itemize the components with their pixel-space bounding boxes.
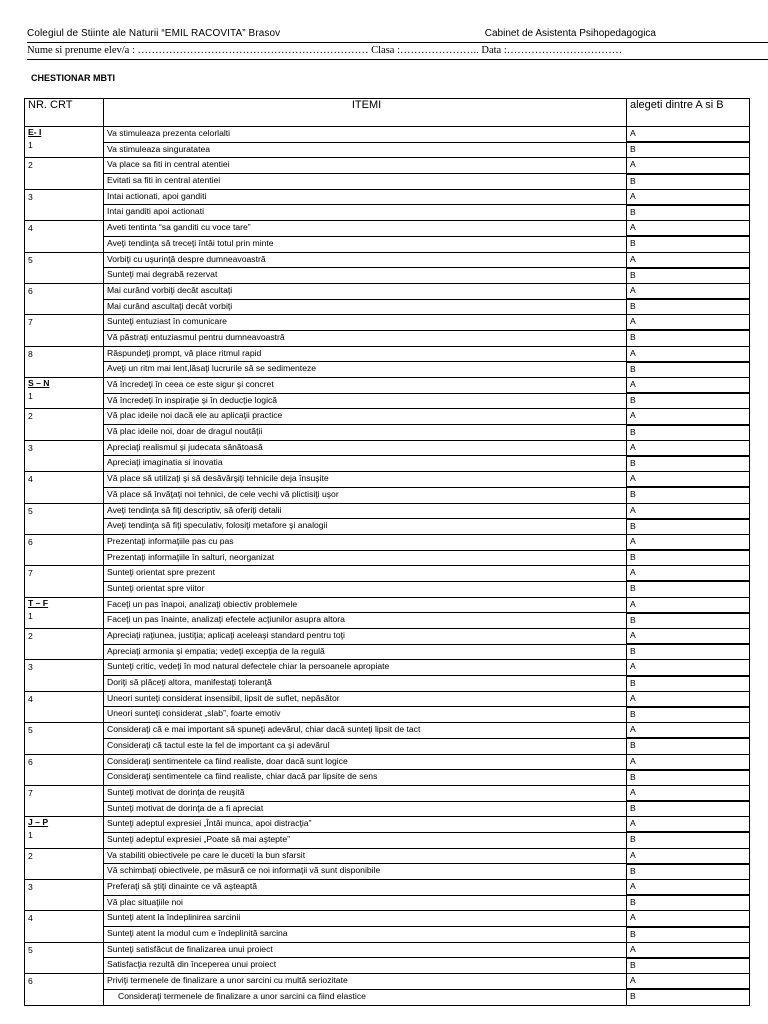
item-text-b: Doriţi să plăceţi altora, manifestaţi toleranţă [104, 676, 627, 692]
item-number-cell [25, 785, 104, 816]
answer-option-b[interactable]: B [627, 456, 750, 472]
answer-option-b[interactable]: B [627, 832, 750, 848]
item-text-b: Sunteţi orientat spre viitor [104, 581, 627, 597]
item-number: 2 [28, 411, 33, 422]
table-row [25, 174, 750, 190]
table-row [25, 597, 750, 613]
table-row [25, 832, 750, 848]
answer-option-a[interactable]: A [627, 189, 750, 205]
item-number: 2 [28, 160, 33, 171]
answer-option-b[interactable]: B [627, 738, 750, 754]
table-row [25, 268, 750, 284]
answer-option-b[interactable]: B [627, 644, 750, 660]
item-number-cell [25, 158, 104, 189]
item-text-a: Sunteţi motivat de dorinţa de reuşită [104, 785, 627, 801]
item-number: 5 [28, 505, 33, 516]
item-number-cell [25, 566, 104, 597]
item-number: 1 [28, 830, 33, 841]
answer-option-a[interactable]: A [627, 629, 750, 645]
table-row [25, 581, 750, 597]
answer-option-a[interactable]: A [627, 283, 750, 299]
answer-option-b[interactable]: B [627, 425, 750, 441]
answer-option-b[interactable]: B [627, 487, 750, 503]
item-text-a: Aveti tentinta “sa ganditi cu voce tare” [104, 221, 627, 237]
item-number-cell [25, 660, 104, 691]
questionnaire-title: CHESTIONAR MBTI [31, 73, 115, 83]
table-row [25, 205, 750, 221]
item-text-b: Consideraţi termenele de finalizare a unor sarcini ca fiind elastice [104, 989, 627, 1005]
table-row [25, 299, 750, 315]
answer-option-b[interactable]: B [627, 268, 750, 284]
table-row [25, 848, 750, 864]
header-itemi: ITEMI [104, 99, 627, 127]
answer-option-a[interactable]: A [627, 942, 750, 958]
table-row [25, 472, 750, 488]
school-name: Colegiul de Stiinte ale Naturii “EMIL RACOVITA” Brasov [27, 28, 281, 39]
table-row [25, 785, 750, 801]
name-rule [27, 59, 768, 60]
item-text-a: Vă place să utilizaţi şi să desăvârşiţi tehnicile deja însuşite [104, 472, 627, 488]
item-number-cell [25, 974, 104, 1005]
table-row [25, 644, 750, 660]
item-text-b: Vă plac ideile noi, doar de dragul noutăţii [104, 425, 627, 441]
table-row [25, 723, 750, 739]
item-text-a: Răspundeţi prompt, vă place ritmul rapid [104, 346, 627, 362]
item-text-a: Sunteţi adeptul expresiei „Întâi munca, apoi distracţia” [104, 817, 627, 833]
answer-option-a[interactable]: A [627, 378, 750, 394]
table-row [25, 315, 750, 331]
table-row [25, 158, 750, 174]
answer-option-b[interactable]: B [627, 927, 750, 943]
answer-option-b[interactable]: B [627, 393, 750, 409]
table-row [25, 911, 750, 927]
item-number-cell [25, 880, 104, 911]
item-text-b: Consideraţi sentimentele ca fiind realiste, chiar dacă par lipsite de sens [104, 770, 627, 786]
item-number: 8 [28, 348, 33, 359]
item-number-cell [25, 597, 104, 628]
answer-option-b[interactable]: B [627, 330, 750, 346]
table-row [25, 707, 750, 723]
item-text-a: Aveţi tendinţa să fiţi descriptiv, să oferiţi detalii [104, 503, 627, 519]
answer-option-a[interactable]: A [627, 974, 750, 990]
answer-option-b[interactable]: B [627, 236, 750, 252]
item-number: 6 [28, 285, 33, 296]
item-number: 4 [28, 693, 33, 704]
table-row [25, 519, 750, 535]
answer-option-b[interactable]: B [627, 895, 750, 911]
answer-option-a[interactable]: A [627, 127, 750, 143]
item-text-a: Vă încredeţi în ceea ce este sigur şi concret [104, 378, 627, 394]
item-text-b: Aveţi tendinţa să fiţi speculativ, folosiţi metafore şi analogii [104, 519, 627, 535]
answer-option-b[interactable]: B [627, 958, 750, 974]
answer-option-b[interactable]: B [627, 707, 750, 723]
answer-option-b[interactable]: B [627, 362, 750, 378]
dimension-label: J – P [28, 817, 49, 828]
item-number: 4 [28, 474, 33, 485]
item-text-a: Priviţi termenele de finalizare a unor sarcini cu multă seriozitate [104, 974, 627, 990]
item-number-cell [25, 691, 104, 722]
item-number-cell [25, 346, 104, 377]
item-number: 1 [28, 140, 33, 150]
item-text-b: Intai ganditi apoi actionati [104, 205, 627, 221]
answer-option-a[interactable]: A [627, 440, 750, 456]
answer-option-a[interactable]: A [627, 346, 750, 362]
item-number-cell [25, 378, 104, 409]
item-number-cell [25, 503, 104, 534]
item-text-b: Vă plac situaţiile noi [104, 895, 627, 911]
answer-option-a[interactable]: A [627, 252, 750, 268]
table-row [25, 409, 750, 425]
item-text-a: Intai actionati, apoi ganditi [104, 189, 627, 205]
item-text-a: Uneori sunteţi considerat insensibil, lipsit de suflet, nepăsător [104, 691, 627, 707]
table-row [25, 142, 750, 158]
item-number-cell [25, 189, 104, 220]
item-text-a: Va stabiliti obiectivele pe care le duceti la bun sfarsit [104, 848, 627, 864]
answer-option-a[interactable]: A [627, 817, 750, 833]
answer-option-b[interactable]: B [627, 581, 750, 597]
table-row [25, 629, 750, 645]
answer-option-b[interactable]: B [627, 550, 750, 566]
table-row [25, 566, 750, 582]
table-row [25, 425, 750, 441]
item-text-b: Va stimuleaza singuratatea [104, 142, 627, 158]
table-row [25, 236, 750, 252]
table-row [25, 613, 750, 629]
answer-option-a[interactable]: A [627, 221, 750, 237]
answer-option-a[interactable]: A [627, 880, 750, 896]
item-number: 6 [28, 536, 33, 547]
table-header-row [25, 99, 750, 127]
item-text-a: Sunteţi orientat spre prezent [104, 566, 627, 582]
item-number-cell [25, 754, 104, 785]
answer-option-a[interactable]: A [627, 409, 750, 425]
item-number: 3 [28, 882, 33, 892]
item-text-a: Va place sa fiti in central atentiei [104, 158, 627, 174]
table-row [25, 738, 750, 754]
item-number-cell [25, 723, 104, 754]
table-row [25, 487, 750, 503]
table-row [25, 456, 750, 472]
answer-option-b[interactable]: B [627, 801, 750, 817]
item-text-a: Mai curând vorbiţi decât ascultaţi [104, 283, 627, 299]
table-row [25, 534, 750, 550]
item-number: 3 [28, 191, 33, 202]
item-number: 7 [28, 568, 33, 579]
table-row [25, 927, 750, 943]
item-text-b: Aveţi tendinţa să treceţi întâi totul prin minte [104, 236, 627, 252]
header-answer: alegeti dintre A si B [627, 99, 750, 127]
table-row [25, 362, 750, 378]
table-row [25, 958, 750, 974]
header-rule [27, 42, 768, 43]
answer-option-b[interactable]: B [627, 676, 750, 692]
item-number-cell [25, 440, 104, 471]
answer-option-a[interactable]: A [627, 754, 750, 770]
answer-option-b[interactable]: B [627, 299, 750, 315]
item-text-b: Aveţi un ritm mai lent,lăsaţi lucrurile să se sedimenteze [104, 362, 627, 378]
table-row [25, 127, 750, 143]
item-text-a: Apreciaţi raţiunea, justiţia; aplicaţi aceleaşi standard pentru toţi [104, 629, 627, 645]
item-text-a: Faceţi un pas înapoi, analizaţi obiectiv problemele [104, 597, 627, 613]
answer-option-a[interactable]: A [627, 158, 750, 174]
table-row [25, 283, 750, 299]
item-number: 5 [28, 725, 33, 736]
header-nr-crt: NR. CRT [25, 99, 104, 127]
answer-option-a[interactable]: A [627, 911, 750, 927]
questionnaire-table [24, 98, 750, 1006]
table-row [25, 330, 750, 346]
table-row [25, 880, 750, 896]
table-row [25, 393, 750, 409]
item-number-cell [25, 221, 104, 252]
table-row [25, 550, 750, 566]
table-row [25, 895, 750, 911]
table-row [25, 440, 750, 456]
item-text-b: Consideraţi că tactul este la fel de important ca şi adevărul [104, 738, 627, 754]
answer-option-b[interactable]: B [627, 519, 750, 535]
item-number-cell [25, 252, 104, 283]
item-number-cell [25, 848, 104, 879]
item-text-a: Va stimuleaza prezenta celorlalti [104, 127, 627, 143]
answer-option-a[interactable]: A [627, 660, 750, 676]
student-info-line: Nume si prenume elev/a : ………………………………………………………… Clasa :………………….. Data :…………………………… [27, 45, 623, 56]
dimension-label: T – F [28, 597, 49, 608]
table-row [25, 660, 750, 676]
item-text-b: Mai curând ascultaţi decât vorbiţi [104, 299, 627, 315]
item-number-cell [25, 911, 104, 942]
item-text-a: Sunteţi critic, vedeţi în mod natural defectele chiar la persoanele apropiate [104, 660, 627, 676]
item-number: 6 [28, 976, 33, 987]
item-text-b: Prezentaţi informaţiile în salturi, neorganizat [104, 550, 627, 566]
item-text-b: Vă place să învăţaţi noi tehnici, de cele vechi vă plictisiţi uşor [104, 487, 627, 503]
item-text-a: Sunteţi satisfăcut de finalizarea unui proiect [104, 942, 627, 958]
item-text-b: Sunteţi motivat de dorinţa de a fi apreciat [104, 801, 627, 817]
dimension-label: S – N [28, 378, 50, 388]
table-row [25, 252, 750, 268]
item-text-a: Vorbiţi cu uşurinţă despre dumneavoastră [104, 252, 627, 268]
item-text-b: Sunteţi atent la modul cum e îndeplinită sarcina [104, 927, 627, 943]
item-number: 3 [28, 442, 33, 453]
item-text-b: Apreciaţi imaginatia si inovatia [104, 456, 627, 472]
item-text-b: Evitati sa fiti in central atentiei [104, 174, 627, 190]
item-text-b: Vă încredeţi în inspiraţie şi în deducţie logică [104, 393, 627, 409]
answer-option-b[interactable]: B [627, 864, 750, 880]
item-text-a: Vă plac ideile noi dacă ele au aplicaţii practice [104, 409, 627, 425]
table-row [25, 864, 750, 880]
item-number: 7 [28, 317, 33, 328]
dimension-label: E- I [28, 127, 42, 137]
item-number: 7 [28, 787, 33, 798]
item-number-cell [25, 629, 104, 660]
table-row [25, 221, 750, 237]
item-number-cell [25, 409, 104, 440]
answer-option-a[interactable]: A [627, 848, 750, 864]
answer-option-b[interactable]: B [627, 989, 750, 1005]
item-number-cell [25, 472, 104, 503]
item-text-a: Sunteţi atent la îndeplinirea sarcinii [104, 911, 627, 927]
answer-option-a[interactable]: A [627, 597, 750, 613]
item-number: 4 [28, 913, 33, 924]
answer-option-a[interactable]: A [627, 534, 750, 550]
table-row [25, 801, 750, 817]
item-number: 4 [28, 223, 33, 234]
item-text-b: Apreciaţi armonia şi empatia; vedeţi excepţia de la regulă [104, 644, 627, 660]
item-number: 2 [28, 631, 33, 641]
answer-option-b[interactable]: B [627, 205, 750, 221]
answer-option-b[interactable]: B [627, 174, 750, 190]
answer-option-a[interactable]: A [627, 723, 750, 739]
table-row [25, 989, 750, 1005]
item-number: 2 [28, 850, 33, 861]
item-number: 3 [28, 662, 33, 673]
table-row [25, 346, 750, 362]
table-row [25, 691, 750, 707]
item-number: 5 [28, 254, 33, 265]
item-number-cell [25, 942, 104, 973]
cabinet-name: Cabinet de Asistenta Psihopedagogica [484, 28, 656, 39]
table-row [25, 676, 750, 692]
answer-option-a[interactable]: A [627, 503, 750, 519]
table-row [25, 770, 750, 786]
table-row [25, 817, 750, 833]
item-number: 6 [28, 756, 33, 767]
item-text-b: Satisfacţia rezultă din începerea unui proiect [104, 958, 627, 974]
table-row [25, 754, 750, 770]
item-text-a: Consideraţi sentimentele ca fiind realiste, doar dacă sunt logice [104, 754, 627, 770]
item-text-a: Consideraţi că e mai important să spuneţi adevărul, chiar dacă sunteţi lipsit de tact [104, 723, 627, 739]
table-row [25, 974, 750, 990]
answer-option-a[interactable]: A [627, 785, 750, 801]
answer-option-a[interactable]: A [627, 566, 750, 582]
item-text-b: Sunteţi mai degrabă rezervat [104, 268, 627, 284]
table-row [25, 942, 750, 958]
item-number-cell [25, 283, 104, 314]
item-text-a: Preferaţi să ştiţi dinainte ce vă aşteaptă [104, 880, 627, 896]
questionnaire-body [25, 127, 750, 1006]
item-text-a: Prezentaţi informaţiile pas cu pas [104, 534, 627, 550]
item-number-cell [25, 534, 104, 565]
answer-option-a[interactable]: A [627, 691, 750, 707]
item-text-b: Sunteţi adeptul expresiei „Poate să mai aştepte” [104, 832, 627, 848]
item-number-cell [25, 315, 104, 346]
answer-option-b[interactable]: B [627, 613, 750, 629]
item-number: 1 [28, 391, 33, 401]
table-row [25, 378, 750, 394]
item-text-b: Vă schimbaţi obiectivele, pe măsură ce noi informaţii vă sunt disponibile [104, 864, 627, 880]
item-text-b: Vă păstraţi entuziasmul pentru dumneavoastră [104, 330, 627, 346]
document-header [27, 28, 768, 58]
item-number: 5 [28, 944, 33, 955]
answer-option-a[interactable]: A [627, 315, 750, 331]
answer-option-a[interactable]: A [627, 472, 750, 488]
item-number-cell [25, 127, 104, 158]
item-text-a: Sunteţi entuziast în comunicare [104, 315, 627, 331]
item-number-cell [25, 817, 104, 848]
table-row [25, 189, 750, 205]
item-text-a: Apreciaţi realismul şi judecata sănătoasă [104, 440, 627, 456]
answer-option-b[interactable]: B [627, 770, 750, 786]
header-row [27, 28, 768, 40]
item-number: 1 [28, 610, 33, 621]
table-row [25, 503, 750, 519]
item-text-b: Faceţi un pas înainte, analizaţi efectele acţiunilor asupra altora [104, 613, 627, 629]
answer-option-b[interactable]: B [627, 142, 750, 158]
item-text-b: Uneori sunteţi considerat „slab”, foarte emotiv [104, 707, 627, 723]
